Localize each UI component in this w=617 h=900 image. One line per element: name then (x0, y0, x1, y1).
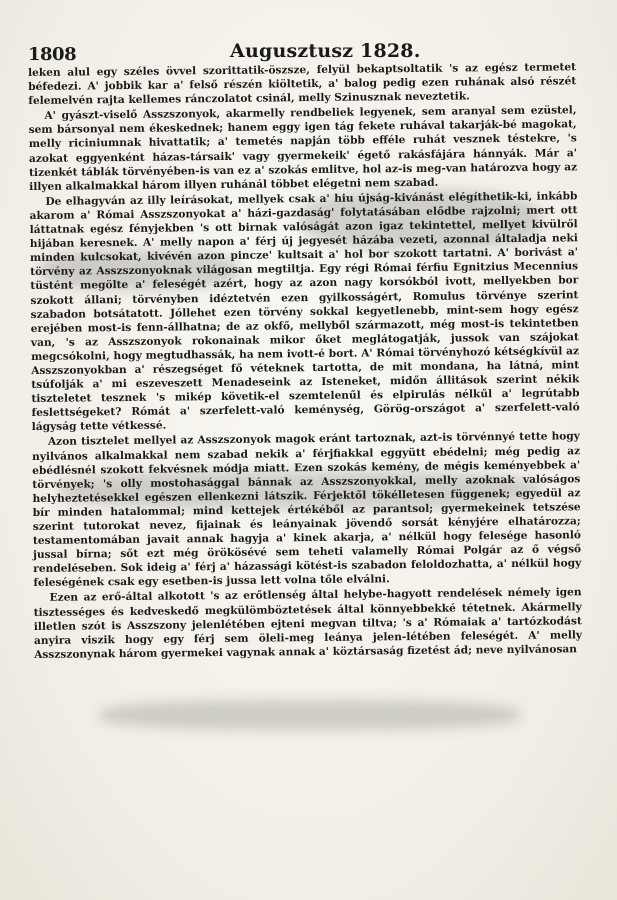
paragraph-1: leken alul egy széles övvel szorittatik-öszsze, felyül bekaptsoltatik 's az egész termetet béfedezi. A' jobbik kar a' felső részén kiöltetik, a' balog pedig ezen ruhának alsó részét felemelvén rajta kellemes ránczolatot csinál, melly Szinusznak neveztetik. (28, 61, 577, 108)
ink-smudge (100, 700, 520, 730)
running-head: Augusztusz 1828. (230, 40, 421, 62)
page-number: 1808 (28, 44, 77, 65)
paragraph-3: De elhagyván az illy leírásokat, mellyek csak a' hiu újság-kivánást elégíthetik-ki, inkább akarom a' Római Asszszonyokat a' házi-gazdaság' folytatásában elődbe rajzolni; mert ott láttatnak egész fényjekben 's ott birnak valóságát azon igaz tekintettel, mellyet kivülről hijában keresnek. A' melly napon a' férj új jegyesét házába vezeti, azonnal általadja neki minden kulcsokat, kivévén azon pincze' kultsait a' hol bor szokott tartatni. A' borivást a' törvény az Asszszonyoknak világosan megtiltja. Egy régi Római férfiu Egnitzius Mecennius tüstént megölte a' feleségét azért, hogy az azon nagy korsókból ivott, mellyekben bor szokott állani; törvényben idéztetvén ezen gyilkosságért, Romulus törvénye szerint szabadon botsátatott. Jóllehet ezen törvény sokkal kegyetlenebb, mint-sem hogy egész erejében most-is fenn-állhatna; de az okfő, mellyből származott, még most-is tekintetben van, 's az Asszszonyok rokonainak mikor őket meglátogatják, jussok van szájokat megcsókolni, hogy megtudhassák, ha nem ivott-é bort. A' Római törvényhozó kétségkívül az Asszszonyokban a' részegséget fő véteknek tartotta, de mit mondana, ha látná, mint tsúfolják a' mi eszeveszett Menadeseink az Isteneket, midőn állitások szerint nékik tiszteletet tesznek 's mikép követik-el szemtelenűl és elpirulás nélkűl a' legrútabb feslettségeket? Rómát a' szerfelett-való keménység, Görög-országot a' szerfelett-való lágyság tette vétkessé. (29, 190, 580, 434)
paragraph-5: Ezen az erő-által alkotott 's az erőtlenség által helybe-hagyott rendelések némely igen tisztességes és kedveskedő megkülömböztetések által könnyebbekké tétetnek. Akármelly illetlen szót is Asszszony jelenlétében ejteni megvan tiltva; 's a' Rómaiak a' tartózkodást anyira viszik hogy egy férj sem öleli-meg leánya jelen-létében feleségét. A' melly Asszszonynak három gyermekei vagynak annak a' köztársaság fizetést ád; neve nyilvánosan (33, 586, 583, 661)
paragraph-2: A' gyászt-viselő Asszszonyok, akarmelly rendbeliek legyenek, sem aranyal sem ezüstel, sem bársonyal nem ékeskednek; hanem eggy igen tág fekete ruhával takarják-bé magokat, melly riciniumnak hivattatik; a' temetés napján több efféle ruhát vesznek téstekre, 's azokat eggyenként házas-társaik' vagy gyermekeik' égető rakásfájára hánnyák. Már a' tizenkét táblák törvényében-is van ez a' szokás emlitve, hol az-is meg-van határozva hogy az illyen alkalmakkal három illyen ruhánál többet elégetni nem szabad. (28, 104, 578, 193)
body-text (28, 60, 582, 663)
paragraph-4: Azon tisztelet mellyel az Asszszonyok magok eránt tartoznak, azt-is törvénnyé tette hogy nyilvános alkalmakkal nem szabad nekik a' férjfiakkal eggyütt ebédelni; még pedig az ebédlésnél szokott fekvésnek módja miatt. Ezen szokás kemény, de mégis keményebbek a' törvények; 's olly mostohasággal bánnak az Asszszonyokkal, melly azoknak valóságos helyheztetésekkel egészen ellenkezni látszik. Férjektől tökélletesen függenek; egyedül az bír minden hatalommal; mind kettejek értékéből az parantsol; gyermekeinek tetszése szerint tutorokat nevez, fijainak és leányainak jövendő sorsát kényjére elhatározza; testamentomában javait annak hagyja a' kinek akarja, a' nélkül hogy felesége hasonló jussal bírna; sőt ezt még örökösévé sem teheti valamelly Római Polgár az ő végső rendeléseben. Sok ideig a' férj a' házassági kötést-is szabadon feloldozhatta, a' nélkül hogy feleségének csak egy esetben-is jussa lett volna tőle elválni. (32, 430, 582, 590)
